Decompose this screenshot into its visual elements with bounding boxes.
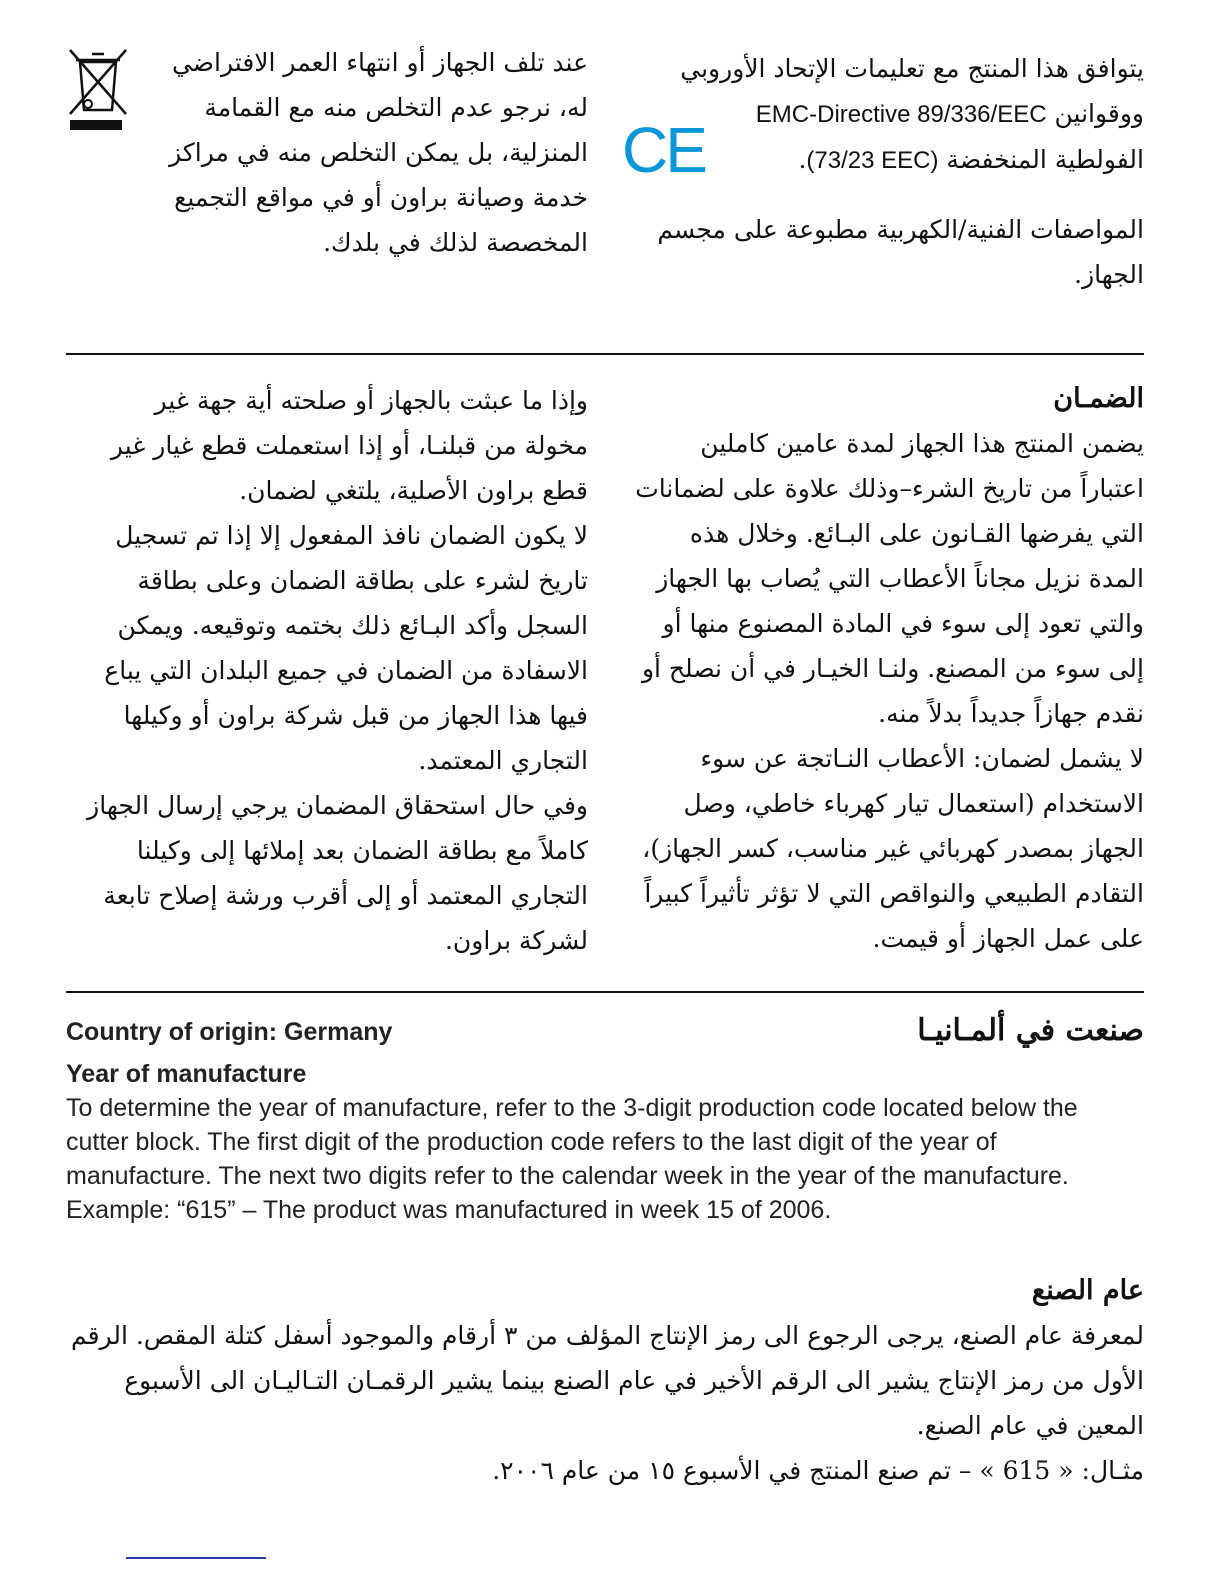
compliance-line3 — [636, 137, 1144, 183]
specs-text: المواصفات الفنية/الكهربية مطبوعة على مجسم الجهاز. — [657, 215, 1144, 289]
compliance-line3-prefix: الفولطية المنخفضة — [946, 145, 1144, 174]
warranty-left-column — [84, 378, 588, 963]
divider-top — [66, 353, 1144, 355]
warranty-para4: لا يكون الضمان نافذ المفعول إلا إذا تم تسجيل تاريخ لشرء على بطاقة الضمان وعلى بطاقة السجل وأكد البـائع ذلك بختمه وتوقيعه. ويمكن الاسفادة من الضمان في جميع البلدان التي يباع فيها هذا الجهاز من قبل شركة براون أو وكيلها التجاري المعتمد. — [104, 521, 588, 775]
example-en: Example: “615” – The product was manufactured in week 15 of 2006. — [66, 1196, 832, 1224]
divider-middle — [66, 991, 1144, 993]
low-voltage-code: (73/23 EEC) — [806, 147, 939, 174]
ce-mark-icon: CE — [622, 114, 705, 186]
country-of-origin-ar: صنعت في ألمـانيـا — [917, 1013, 1144, 1048]
compliance-section — [636, 46, 1144, 297]
compliance-line2-suffix: ووقوانين — [1054, 99, 1144, 128]
crossed-out-bin-icon — [68, 48, 128, 132]
country-of-origin-ar-block — [800, 1008, 1144, 1053]
year-text-en: To determine the year of manufacture, refer to the 3-digit production code located below the cutter block. The first digit of the production code refers to the last digit of the year of manufacture. The next two digits refer to the calendar week in the year of the manufacture. — [66, 1094, 1078, 1190]
warranty-right-column — [630, 376, 1144, 961]
year-title-ar: عام الصنع — [1031, 1275, 1144, 1306]
warranty-para3: وإذا ما عبثت بالجهاز أو صلحته أية جهة غير مخولة من قبلنـا، أو إذا استعملت قطع غيار غير قطع براون الأصلية، يلتغي لضمان. — [110, 386, 588, 505]
country-of-origin-en: Country of origin: Germany — [66, 1018, 393, 1046]
year-section-ar — [66, 1268, 1144, 1493]
disposal-section — [140, 40, 588, 265]
example-ar: مثـال: « 615 » – تم صنع المنتج في الأسبوع ١٥ من عام ٢٠٠٦. — [492, 1456, 1144, 1485]
footer-line — [126, 1557, 266, 1559]
warranty-para5: وفي حال استحقاق المضمان يرجي إرسال الجهاز كاملاً مع بطاقة الضمان بعد إملائها إلى وكيلنا التجاري المعتمد أو إلى أقرب ورشة إصلاح تابعة لشركة براون. — [87, 791, 588, 955]
warranty-para2: لا يشمل لضمان: الأعطاب النـاتجة عن سوء الاستخدام (استعمال تيار كهرباء خاطي، وصل الجهاز بمصدر كهربائي غير مناسب، كسر الجهاز)، التقادم الطبيعي والنواقص التي لا تؤثر تأثيراً كبيراً على عمل الجهاز أو قيمت. — [642, 744, 1144, 953]
compliance-line2 — [636, 91, 1144, 137]
emc-directive-code: EMC-Directive 89/336/EEC — [755, 101, 1047, 128]
compliance-line1: يتوافق هذا المنتج مع تعليمات الإتحاد الأوروبي — [680, 54, 1144, 83]
year-text-ar: لمعرفة عام الصنع، يرجى الرجوع الى رمز الإنتاج المؤلف من ٣ أرقام والموجود أسفل كتلة المقص. الرقم الأول من رمز الإنتاج يشير الى الرقم الأخير في عام الصنع بينما يشير الرقمـان التـاليـان الى الأسبوع المعين في عام الصنع. — [70, 1321, 1144, 1440]
year-title-en: Year of manufacture — [66, 1060, 307, 1088]
disposal-text: عند تلف الجهاز أو انتهاء العمر الافتراضي له، نرجو عدم التخلص منه مع القمامة المنزلية، بل يمكن التخلص منه في مراكز خدمة وصيانة براون أو في مواقع التجميع المخصصة لذلك في بلدك. — [169, 48, 588, 257]
warranty-title: الضمـان — [1053, 383, 1144, 414]
warranty-para1: يضمن المنتج هذا الجهاز لمدة عامين كاملين اعتباراً من تاريخ الشرء–وذلك علاوة على لضمانات التي يفرضها القـانون على البـائع. وخلال هذه المدة نزيل مجاناً الأعطاب التي يُصاب بها الجهاز والتي تعود إلى سوء في المادة المصنوع منها أو إلى سوء من المصنع. ولنـا الخيـار في أن نصلح أو نقدم جهازاً جديداً بدلاً منه. — [635, 429, 1144, 728]
compliance-line3-end: . — [798, 145, 807, 174]
